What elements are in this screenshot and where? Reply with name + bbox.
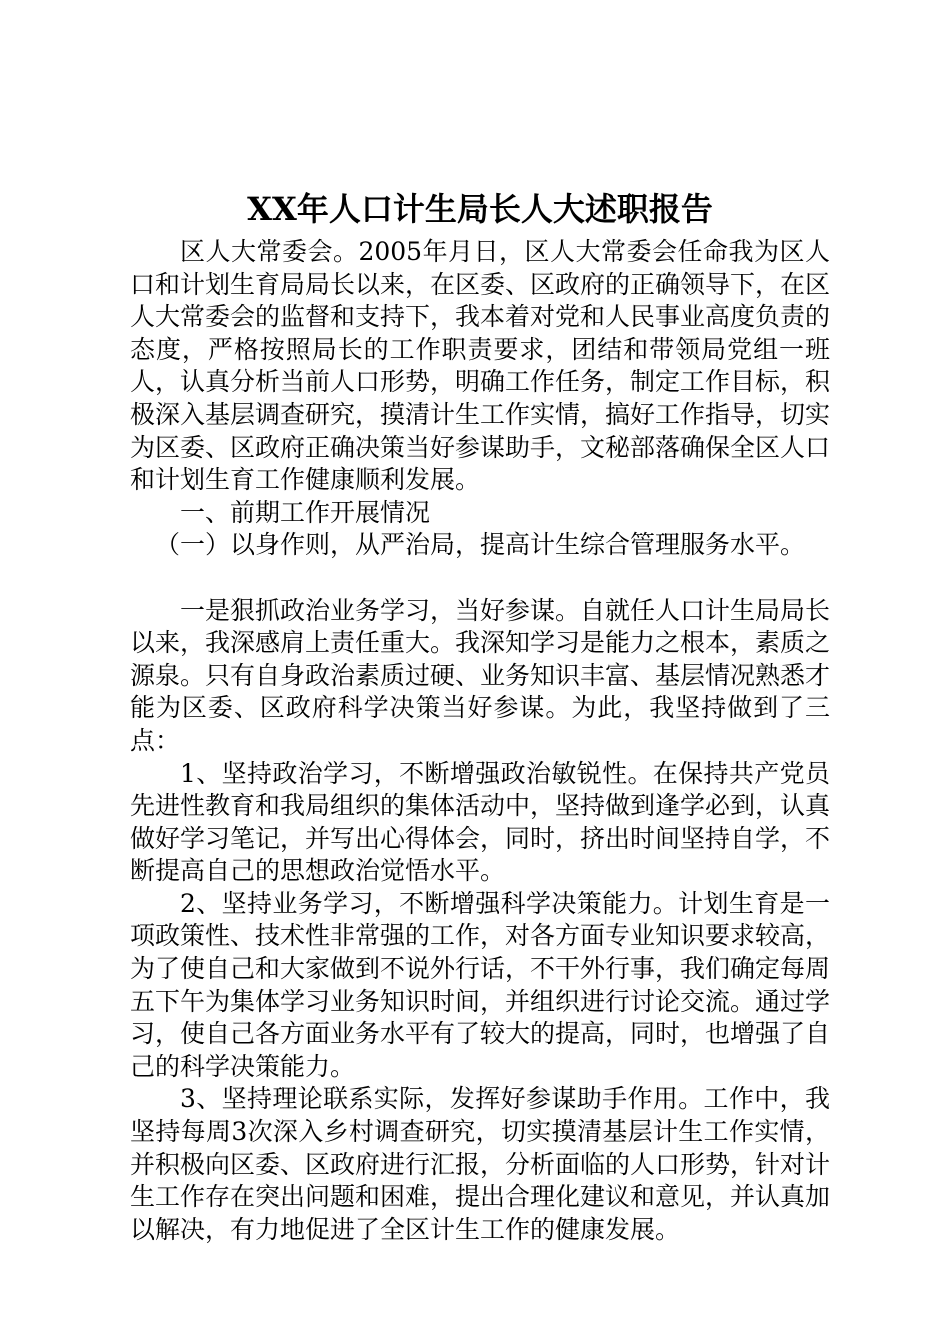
point-1-paragraph: 1、坚持政治学习，不断增强政治敏锐性。在保持共产党员先进性教育和我局组织的集体活动中，坚持做到逢学必到，认真做好学习笔记，并写出心得体会，同时，挤出时间坚持自学，不断提高自己的思想政治觉悟水平。 — [130, 758, 831, 886]
document-body — [130, 236, 830, 1246]
study-paragraph: 一是狠抓政治业务学习，当好参谋。自就任人口计生局局长以来，我深感肩上责任重大。我深知学习是能力之根本，素质之源泉。只有自身政治素质过硬、业务知识丰富、基层情况熟悉才能为区委、区政府科学决策当好参谋。为此，我坚持做到了三点： — [130, 595, 831, 755]
subsection-heading: （一）以身作则，从严治局，提高计生综合管理服务水平。 — [155, 530, 806, 560]
document-title: XX年人口计生局长人大述职报告 — [247, 190, 713, 228]
intro-paragraph: 区人大常委会。2005年月日，区人大常委会任命我为区人口和计划生育局局长以来，在区委、区政府的正确领导下，在区人大常委会的监督和支持下，我本着对党和人民事业高度负责的态度，严格按照局长的工作职责要求，团结和带领局党组一班人，认真分析当前人口形势，明确工作任务，制定工作目标，积极深入基层调查研究，摸清计生工作实情，搞好工作指导，切实为区委、区政府正确决策当好参谋助手，文秘部落确保全区人口和计划生育工作健康顺利发展。 — [130, 237, 831, 495]
point-3-paragraph: 3、坚持理论联系实际，发挥好参谋助手作用。工作中，我坚持每周3次深入乡村调查研究，切实摸清基层计生工作实情，并积极向区委、区政府进行汇报，分析面临的人口形势，针对计生工作存在突出问题和困难，提出合理化建议和意见，并认真加以解决，有力地促进了全区计生工作的健康发展。 — [130, 1084, 831, 1244]
point-2-paragraph: 2、坚持业务学习，不断增强科学决策能力。计划生育是一项政策性、技术性非常强的工作，对各方面专业知识要求较高，为了使自己和大家做到不说外行话，不干外行事，我们确定每周五下午为集体学习业务知识时间，并组织进行讨论交流。通过学习，使自己各方面业务水平有了较大的提高，同时，也增强了自己的科学决策能力。 — [130, 888, 831, 1081]
document-page — [130, 0, 830, 1344]
blank-line — [130, 562, 830, 595]
section-heading: 一、前期工作开展情况 — [180, 497, 431, 527]
